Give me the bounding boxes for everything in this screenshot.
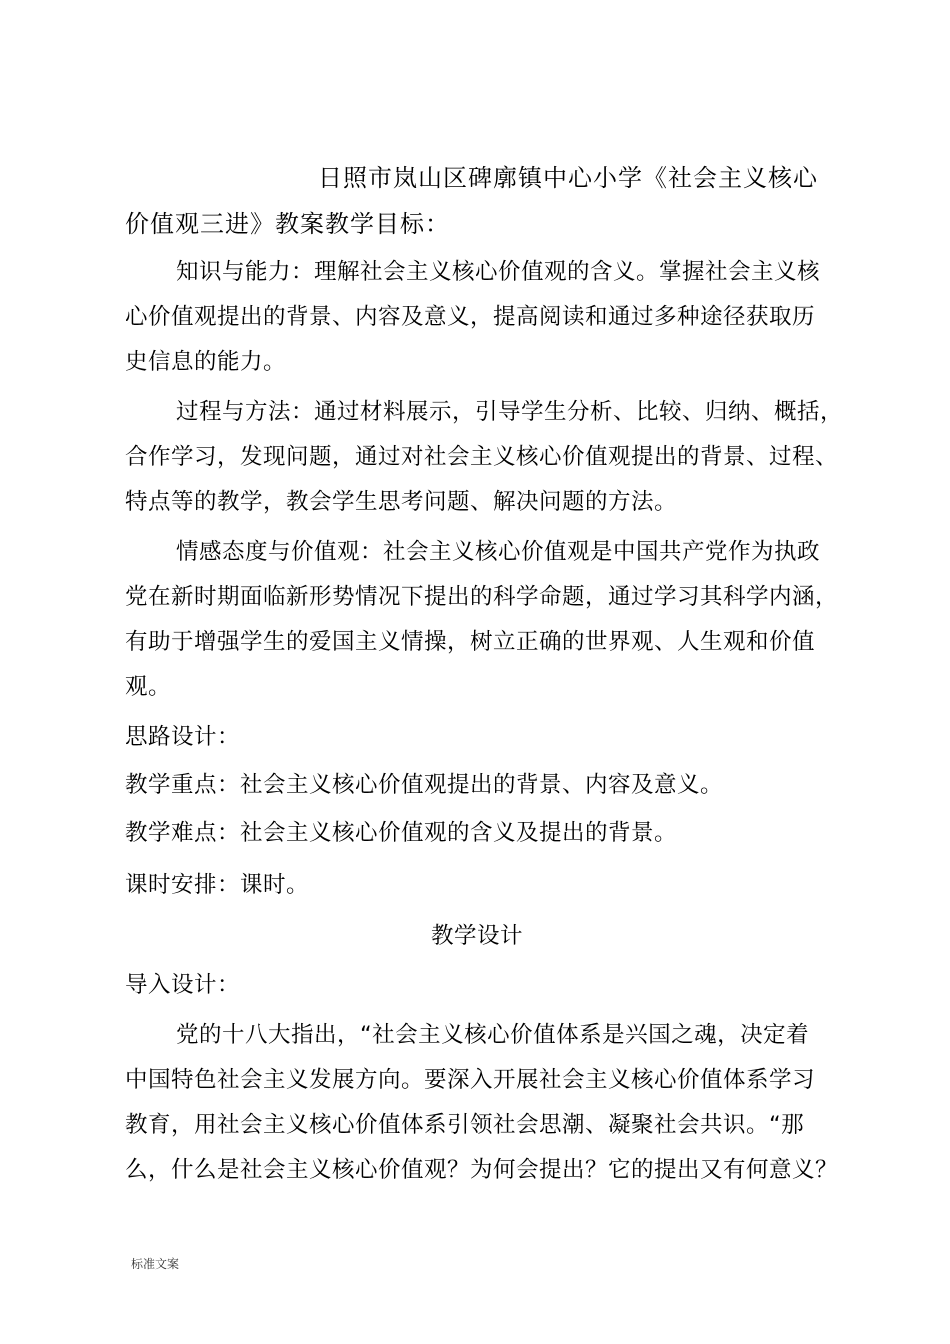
section-heading: 教学设计 <box>431 923 524 949</box>
difficulty: 教学难点：社会主义核心价值观的含义及提出的背景。 <box>125 820 678 846</box>
title-line-1: 日照市岚山区碑廓镇中心小学《社会主义核心 <box>318 164 818 192</box>
objective-knowledge-line-1: 知识与能力：理解社会主义核心价值观的含义。掌握社会主义核 <box>176 259 821 285</box>
objective-knowledge-line-2: 心价值观提出的背景、内容及意义，提高阅读和通过多种途径获取历 <box>125 304 816 330</box>
intro-paragraph-line-4: 么，什么是社会主义核心价值观？为何会提出？它的提出又有何意义？ <box>125 1157 839 1183</box>
objective-emotion-line-2: 党在新时期面临新形势情况下提出的科学命题，通过学习其科学内涵， <box>125 584 839 610</box>
intro-paragraph-line-1: 党的十八大指出，“社会主义核心价值体系是兴国之魂，决定着 <box>176 1022 810 1048</box>
intro-paragraph-line-3: 教育，用社会主义核心价值体系引领社会思潮、凝聚社会共识。“那 <box>125 1112 805 1138</box>
title-line-2: 价值观三进》教案教学目标： <box>125 210 450 238</box>
objective-emotion-line-1: 情感态度与价值观：社会主义核心价值观是中国共产党作为执政 <box>176 539 821 565</box>
intro-paragraph-line-2: 中国特色社会主义发展方向。要深入开展社会主义核心价值体系学习 <box>125 1067 816 1093</box>
intro-label: 导入设计： <box>125 972 241 998</box>
objective-emotion-line-4: 观。 <box>125 674 172 700</box>
objective-knowledge-line-3: 史信息的能力。 <box>125 349 287 375</box>
objective-emotion-line-3: 有助于增强学生的爱国主义情操，树立正确的世界观、人生观和价值 <box>125 629 816 655</box>
objective-process-line-1: 过程与方法：通过材料展示，引导学生分析、比较、归纳、概括， <box>176 399 844 425</box>
design-label: 思路设计： <box>125 724 241 750</box>
key-point: 教学重点：社会主义核心价值观提出的背景、内容及意义。 <box>125 772 724 798</box>
objective-process-line-3: 特点等的教学，教会学生思考问题、解决问题的方法。 <box>125 489 678 515</box>
schedule: 课时安排：课时。 <box>125 872 310 898</box>
objective-process-line-2: 合作学习，发现问题，通过对社会主义核心价值观提出的背景、过程、 <box>125 444 839 470</box>
footer-label: 标准文案 <box>131 1257 180 1271</box>
